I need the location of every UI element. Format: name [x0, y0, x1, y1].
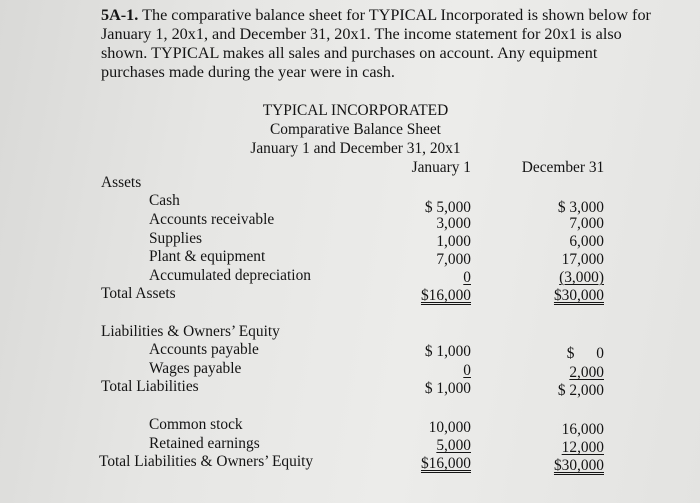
total-assets-label: Total Assets	[101, 285, 176, 302]
row-label: Cash	[149, 192, 180, 209]
total-liabilities-equity-label: Total Liabilities & Owners’ Equity	[99, 453, 314, 470]
statement-title: Comparative Balance Sheet	[270, 121, 441, 138]
value-december: $ 3,000	[557, 199, 604, 216]
column-header-december: December 31	[521, 159, 605, 176]
value-december: (3,000)	[559, 269, 604, 286]
row-label: Supplies	[149, 230, 203, 247]
row-label: Plant & equipment	[149, 248, 266, 265]
statement-period: January 1 and December 31, 20x1	[250, 140, 461, 157]
value-december: $ 0	[566, 345, 604, 362]
row-label: Accounts receivable	[149, 211, 275, 228]
total-assets-january: $16,000	[420, 287, 471, 304]
value-december: 16,000	[561, 421, 604, 438]
value-january: 1,000	[436, 233, 471, 250]
value-january: 10,000	[428, 419, 471, 436]
problem-number: 5A-1.	[101, 6, 139, 24]
total-liabilities-december: $ 2,000	[557, 382, 604, 399]
row-label: Common stock	[149, 416, 243, 433]
total-liabilities-label: Total Liabilities	[101, 378, 199, 395]
liabilities-header: Liabilities & Owners’ Equity	[101, 323, 280, 340]
total-liabilities-equity-january: $16,000	[420, 455, 471, 472]
value-january: 3,000	[436, 215, 471, 232]
company-name: TYPICAL INCORPORATED	[262, 102, 449, 119]
value-december: 7,000	[569, 215, 604, 232]
row-label: Retained earnings	[149, 435, 260, 452]
problem-text: The comparative balance sheet for TYPICAL Incorporated is shown below for January 1, 20x1, and December 31, 20x1. The income statement for 20x1 is also shown. TYPICAL makes all sales and purchases on account. Any equipment purchases made during the year were in cash.	[101, 6, 651, 81]
column-header-january: January 1	[411, 159, 471, 176]
row-label: Accounts payable	[149, 341, 259, 358]
value-january: $ 1,000	[424, 343, 471, 360]
value-january: 0	[463, 269, 471, 286]
value-december: 2,000	[569, 364, 604, 381]
value-december: 17,000	[561, 251, 604, 268]
total-assets-december: $30,000	[553, 287, 604, 304]
value-december: 12,000	[561, 439, 604, 456]
value-january: 5,000	[436, 437, 471, 454]
problem-statement	[101, 6, 661, 82]
row-label: Accumulated depreciation	[149, 267, 311, 284]
assets-header: Assets	[101, 174, 142, 191]
value-december: 6,000	[569, 233, 604, 250]
total-liabilities-equity-december: $30,000	[553, 457, 604, 474]
row-label: Wages payable	[149, 360, 242, 377]
value-january: 7,000	[436, 251, 471, 268]
total-liabilities-january: $ 1,000	[424, 380, 471, 397]
value-january: $ 5,000	[424, 199, 471, 216]
value-january: 0	[463, 362, 471, 379]
